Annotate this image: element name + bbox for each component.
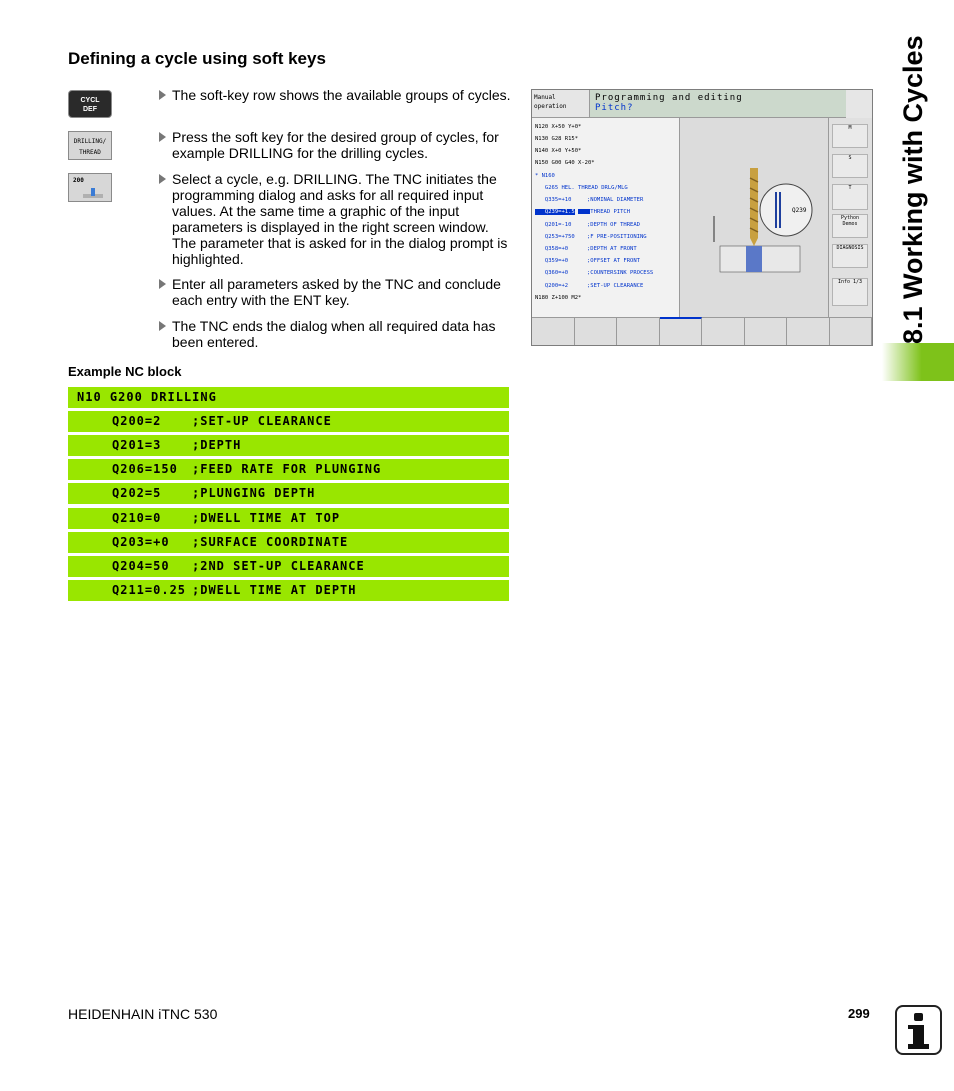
tnc-screen-capture (531, 89, 873, 346)
nc-comment: ;PLUNGING DEPTH (192, 486, 316, 500)
screen-mode-line: Manual (534, 94, 556, 101)
screen-program-window (532, 118, 680, 317)
program-line-text: Q253=+750 (535, 234, 575, 240)
program-line-text: N130 G28 R15* (535, 136, 579, 142)
program-line (535, 148, 581, 154)
bullet-arrow-icon (159, 90, 166, 100)
page-number: 299 (848, 1006, 870, 1021)
step-item (159, 171, 511, 267)
key-label-line: DRILLING/ (73, 138, 107, 145)
side-softkey-label: T (848, 185, 852, 191)
program-line (535, 258, 640, 264)
side-softkey-label: Info 1/3 (837, 279, 863, 285)
program-line-text: Q239=+1.5 (535, 209, 575, 215)
screen-softkey (617, 317, 660, 345)
program-line-comment: ;DEPTH AT FRONT (587, 246, 637, 252)
program-line-text: Q201=-10 (535, 222, 572, 228)
screen-softkey (787, 317, 830, 345)
nc-block-row (68, 483, 509, 504)
side-softkey-diagnosis (832, 244, 868, 268)
nc-block-row (68, 556, 509, 577)
program-line (535, 185, 628, 191)
info-serif (908, 1044, 929, 1049)
nc-param: Q202=5 (112, 486, 162, 500)
bullet-arrow-icon (159, 132, 166, 142)
program-line-comment: ;NOMINAL DIAMETER (587, 197, 644, 203)
program-line (535, 222, 640, 228)
drilling-thread-softkey-icon (68, 131, 112, 160)
nc-block-row (68, 411, 509, 432)
step-item (159, 276, 511, 308)
program-line-comment: ;SET-UP CLEARANCE (587, 283, 644, 289)
step-item (159, 318, 511, 350)
screen-mode-box (532, 90, 590, 118)
nc-comment: ;SURFACE COORDINATE (192, 535, 349, 549)
thread-cycle-illustration (680, 118, 828, 317)
side-softkey-label: M (848, 125, 852, 131)
nc-block-row (68, 435, 509, 456)
chapter-title-text: 8.1 Working with Cycles (898, 35, 928, 344)
footer-product: HEIDENHAIN iTNC 530 (68, 1006, 218, 1022)
program-line (535, 295, 581, 301)
program-line-comment: ;F PRE-POSITIONING (587, 234, 647, 240)
key-label-line: DEF (83, 106, 97, 113)
step-text: The soft-key row shows the available groups of cycles. (172, 87, 511, 103)
step-text: Enter all parameters asked by the TNC and conclude each entry with the ENT key. (172, 276, 501, 308)
graphic-label: Q239 (792, 207, 807, 214)
program-line-text: N140 X+0 Y+50* (535, 148, 582, 154)
screen-prompt: Pitch? (595, 103, 634, 113)
program-line-text: Q335=+10 (535, 197, 572, 203)
program-line (535, 197, 644, 203)
side-softkey-s (832, 154, 868, 178)
program-line-comment: ;THREAD PITCH (587, 209, 631, 215)
program-line-text: G265 HEL. THREAD DRLG/MLG (535, 185, 628, 191)
program-line (535, 283, 644, 289)
program-line (535, 270, 654, 276)
side-softkey-label: S (848, 155, 852, 161)
nc-comment: ;2ND SET-UP CLEARANCE (192, 559, 365, 573)
program-line-text: Q200=+2 (535, 283, 569, 289)
bullet-arrow-icon (159, 174, 166, 184)
info-icon (895, 1005, 942, 1055)
nc-block-row (68, 459, 509, 480)
screen-side-softkeys (828, 118, 872, 317)
nc-block-header (68, 387, 509, 408)
nc-comment: ;DWELL TIME AT TOP (192, 511, 341, 525)
program-line-comment: ;OFFSET AT FRONT (587, 258, 640, 264)
section-heading: Defining a cycle using soft keys (68, 49, 326, 68)
example-title: Example NC block (68, 364, 182, 379)
nc-param: Q201=3 (112, 438, 162, 452)
nc-comment: ;DWELL TIME AT DEPTH (192, 583, 357, 597)
step-text: Select a cycle, e.g. DRILLING. The TNC initiates the programming dialog and asks for all required input values. At the same time a graphic of the input parameters is displayed in the right screen window. The parameter that is asked for in the dialog prompt is highlighted. (172, 171, 508, 267)
screen-header (590, 90, 846, 118)
program-line (535, 136, 578, 142)
drill-mini-icon (83, 186, 103, 198)
screen-softkey (660, 317, 703, 345)
screen-softkey (745, 317, 788, 345)
cycle-200-softkey-icon (68, 173, 112, 202)
cycl-def-key-icon (68, 90, 112, 118)
step-text: The TNC ends the dialog when all required data has been entered. (172, 318, 496, 350)
program-line-text: * N160 (535, 173, 555, 179)
step-item (159, 87, 511, 103)
nc-block-first-line: N10 G200 DRILLING (77, 390, 217, 404)
nc-comment: ;SET-UP CLEARANCE (192, 414, 332, 428)
bullet-arrow-icon (159, 321, 166, 331)
nc-comment: ;FEED RATE FOR PLUNGING (192, 462, 382, 476)
nc-param: Q210=0 (112, 511, 162, 525)
screen-mode-line: operation (534, 103, 567, 110)
screen-softkey (702, 317, 745, 345)
program-line-text: Q359=+0 (535, 258, 569, 264)
nc-param: Q203=+0 (112, 535, 170, 549)
nc-param: Q200=2 (112, 414, 162, 428)
side-softkey-info (832, 278, 868, 306)
screen-softkey (830, 317, 873, 345)
program-line-comment: ;COUNTERSINK PROCESS (587, 270, 654, 276)
screen-softkey (532, 317, 575, 345)
program-line-text: N150 G00 G40 X-20* (535, 160, 595, 166)
info-stem (913, 1025, 924, 1046)
side-softkey-label: DIAGNOSIS (836, 245, 864, 251)
nc-param: Q206=150 (112, 462, 178, 476)
side-softkey-python (832, 214, 868, 238)
side-softkey-label: Python Demos (840, 215, 860, 227)
program-line (535, 173, 555, 179)
program-line-comment: ;DEPTH OF THREAD (587, 222, 640, 228)
key-label-line: THREAD (79, 149, 101, 156)
program-line (535, 124, 581, 130)
step-item (159, 129, 511, 161)
step-text: Press the soft key for the desired group of cycles, for example DRILLING for the drilling cycles. (172, 129, 499, 161)
side-softkey-m (832, 124, 868, 148)
program-line-text: Q358=+0 (535, 246, 569, 252)
program-line-text: N180 Z+100 M2* (535, 295, 582, 301)
program-line-text: Q360=+0 (535, 270, 569, 276)
nc-comment: ;DEPTH (192, 438, 242, 452)
screen-softkey (575, 317, 618, 345)
nc-block-row (68, 532, 509, 553)
info-dot (914, 1013, 923, 1021)
program-line-text: N120 X+50 Y+0* (535, 124, 582, 130)
nc-block-row (68, 580, 509, 601)
side-softkey-t (832, 184, 868, 210)
key-label-line: CYCL (80, 97, 100, 104)
bullet-arrow-icon (159, 279, 166, 289)
nc-param: Q204=50 (112, 559, 170, 573)
program-line (535, 234, 647, 240)
screen-title: Programming and editing (595, 93, 743, 103)
program-line-highlighted (535, 209, 631, 215)
program-line (535, 246, 637, 252)
nc-block-row (68, 508, 509, 529)
nc-param: Q211=0.25 (112, 583, 187, 597)
chapter-side-title (898, 35, 938, 644)
screen-softkey-row (532, 317, 872, 345)
parameter-graphic (680, 118, 828, 317)
key-label: 200 (73, 177, 84, 184)
program-line (535, 160, 595, 166)
